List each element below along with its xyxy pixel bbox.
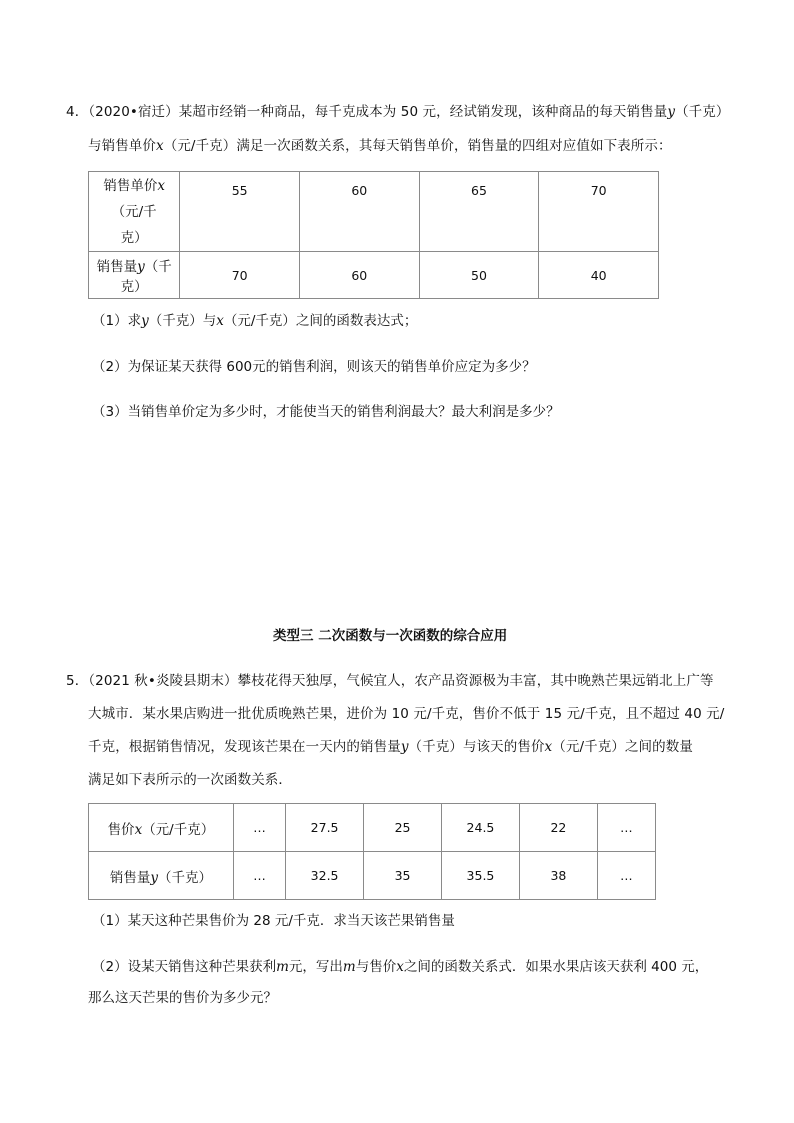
table-cell: 35.5 (441, 852, 519, 900)
problem4-question2: （2）为保证某天获得 600元的销售利润，则该天的销售单价应定为多少？ (92, 359, 536, 375)
table-cell: 70 (180, 252, 300, 299)
table-row (89, 804, 656, 852)
table-header-cell: 售价x（元/千克） (89, 804, 234, 852)
problem5-question2: （2）设某天销售这种芒果获利m元，写出m与售价x之间的函数关系式．如果水果店该天获利 400 元， (92, 959, 709, 975)
problem4-line1: 4．（2020•宿迁）某超市经销一种商品，每千克成本为 50 元，经试销发现，该种商品的每天销售量y（千克） (66, 104, 730, 120)
problem4-table (88, 171, 659, 299)
table-cell: … (233, 852, 285, 900)
table-row (89, 852, 656, 900)
table-cell: 60 (299, 252, 419, 299)
table-header-cell: 销售量y（千克） (89, 252, 180, 299)
problem5-line3: 千克，根据销售情况，发现该芒果在一天内的销售量y（千克）与该天的售价x（元/千克）之间的数量 (88, 739, 693, 755)
table-cell: … (597, 852, 655, 900)
table-cell: … (597, 804, 655, 852)
table-cell: 50 (419, 252, 539, 299)
problem5-line2: 大城市．某水果店购进一批优质晚熟芒果，进价为 10 元/千克，售价不低于 15 元/千克，且不超过 40 元/ (88, 706, 725, 722)
table-cell: 55 (180, 172, 300, 252)
table-cell: 40 (539, 252, 659, 299)
problem5-table (88, 803, 656, 900)
table-cell: 24.5 (441, 804, 519, 852)
table-cell: 35 (364, 852, 442, 900)
problem4-question3: （3）当销售单价定为多少时，才能使当天的销售利润最大？最大利润是多少？ (92, 404, 560, 420)
table-cell: 22 (520, 804, 598, 852)
table-row (89, 252, 659, 299)
table-cell: 38 (520, 852, 598, 900)
table-cell: 70 (539, 172, 659, 252)
table-header-cell: 销售单价x（元/千 克） (89, 172, 180, 252)
problem5-question2-line2: 那么这天芒果的售价为多少元？ (88, 990, 277, 1006)
table-cell: … (233, 804, 285, 852)
table-cell: 32.5 (286, 852, 364, 900)
problem5-question1: （1）某天这种芒果售价为 28 元/千克．求当天该芒果销售量 (92, 913, 455, 929)
table-header-cell: 销售量y（千克） (89, 852, 234, 900)
problem4-question1: （1）求y（千克）与x（元/千克）之间的函数表达式； (92, 313, 418, 329)
table-cell: 60 (299, 172, 419, 252)
problem4-line2: 与销售单价x（元/千克）满足一次函数关系，其每天销售单价，销售量的四组对应值如下表所示： (88, 138, 672, 154)
section-heading: 类型三 二次函数与一次函数的综合应用 (273, 628, 508, 644)
table-row (89, 172, 659, 252)
table-cell: 27.5 (286, 804, 364, 852)
problem5-line1: 5．（2021 秋•炎陵县期末）攀枝花得天独厚，气候宜人，农产品资源极为丰富，其中晚熟芒果远销北上广等 (66, 673, 714, 689)
problem5-line4: 满足如下表所示的一次函数关系． (88, 772, 292, 788)
table-cell: 25 (364, 804, 442, 852)
table-cell: 65 (419, 172, 539, 252)
